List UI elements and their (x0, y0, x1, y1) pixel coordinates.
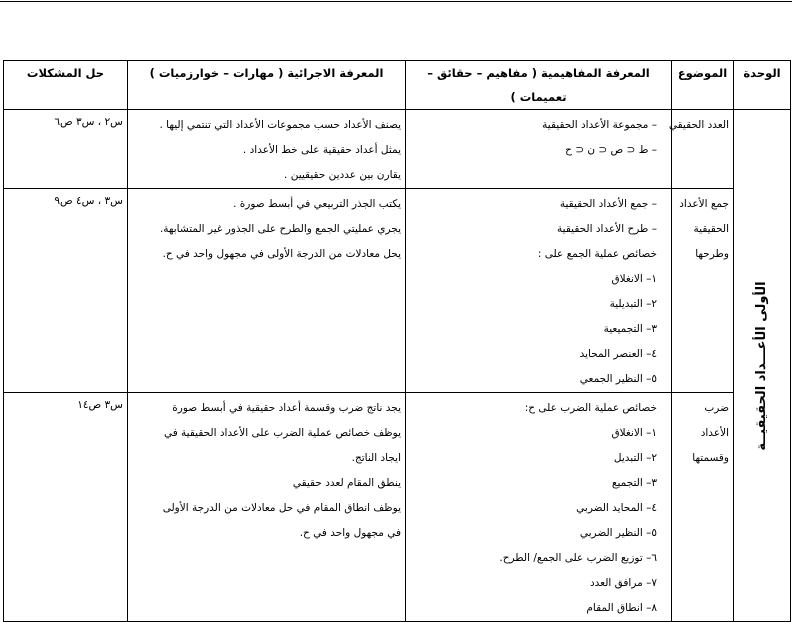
header-topic: الموضوع (672, 61, 734, 110)
procedure-line: يوظف خصائص عملية الضرب على الأعداد الحقيقية في (163, 427, 401, 439)
topic-line: ضرب (704, 402, 729, 414)
problems-text: س٣ ، س٤ ص٩ (54, 195, 123, 207)
concept-line: ٢– التبديل (613, 452, 657, 464)
concept-line: ٨– انطاق المقام (586, 602, 657, 614)
procedure-line: يمثل أعداد حقيقية على خط الأعداد . (242, 144, 401, 156)
procedure-line: يقارن بين عددين حقيقيين . (284, 169, 401, 181)
procedure-line: يوظف انطاق المقام في حل معادلات من الدرجة الأولى (162, 502, 401, 514)
concept-line: ٤– المحايد الضربي (576, 502, 657, 514)
problems-text: س٣ ص١٤ (77, 399, 123, 411)
problems-cell (4, 110, 128, 189)
topic-cell (672, 189, 734, 393)
procedure-line: يجري عمليتي الجمع والطرح على الجذور غير المتشابهة. (159, 223, 401, 235)
concept-line: ٣– التجميع (611, 477, 657, 489)
topic-line: جمع الأعداد (679, 198, 729, 210)
concept-line: ٥– النظير الضربي (579, 527, 657, 539)
table-row (4, 189, 791, 393)
unit-cell (734, 110, 791, 622)
conceptual-cell (406, 189, 672, 393)
concept-line: ١– الانغلاق (611, 273, 657, 285)
unit-name: الأولى الأعـــداد الحقيقيــة (754, 280, 769, 451)
procedure-line: في مجهول واحد في ح. (299, 527, 401, 539)
procedure-line: يصنف الأعداد حسب مجموعات الأعداد التي تنتمي إليها . (159, 119, 401, 131)
table-row (4, 393, 791, 622)
concept-line: – مجموعة الأعداد الحقيقية (542, 119, 657, 131)
problems-cell (4, 189, 128, 393)
header-procedural: المعرفة الاجرائية ( مهارات – خوارزميات ) (128, 61, 406, 110)
concept-line: ٧– مرافق العدد (589, 577, 657, 589)
header-problems: حل المشكلات (4, 61, 128, 110)
conceptual-cell (406, 110, 672, 189)
concept-line: – ط ⊂ ص ⊂ ن ⊂ ح (565, 144, 657, 156)
topic-line: العدد الحقيقي (668, 119, 729, 131)
header-unit: الوحدة (734, 61, 791, 110)
concept-line: ٦– توزيع الضرب على الجمع/ الطرح. (499, 552, 657, 564)
topic-cell (668, 110, 734, 189)
procedural-cell (128, 393, 406, 622)
procedure-line: ينطق المقام لعدد حقيقي (292, 477, 401, 489)
header-row (4, 61, 791, 110)
concept-line: ١– الانغلاق (611, 427, 657, 439)
topic-line: وطرحها (695, 248, 729, 260)
topic-line: وقسمتها (692, 452, 729, 464)
problems-text: س٢ ، س٣ ص٦ (54, 116, 123, 128)
concept-line: ٥– النظير الجمعي (579, 373, 657, 385)
topic-cell (672, 393, 734, 622)
table-row (4, 110, 791, 189)
procedure-line: يحل معادلات من الدرجة الأولى في مجهول واحد في ح. (162, 248, 401, 260)
curriculum-table (3, 60, 791, 622)
concept-line: – جمع الأعداد الحقيقية (559, 198, 657, 210)
conceptual-cell (406, 393, 672, 622)
procedure-line: يجد ناتج ضرب وقسمة أعداد حقيقية في أبسط صورة (172, 402, 401, 414)
procedural-cell (128, 110, 406, 189)
concept-line: ٣– التجميعية (603, 323, 657, 335)
topic-line: الحقيقية (693, 223, 729, 235)
concept-line: خصائص عملية الجمع على : (537, 248, 657, 260)
concept-line: خصائص عملية الضرب على ح: (524, 402, 657, 414)
procedure-line: يكتب الجذر التربيعي في أبسط صورة . (233, 198, 401, 210)
concept-line: ٤– العنصر المحايد (579, 348, 657, 360)
procedural-cell (128, 189, 406, 393)
concept-line: ٢– التبديلية (609, 298, 657, 310)
concept-line: – طرح الأعداد الحقيقية (557, 223, 657, 235)
header-conceptual: المعرفة المفاهيمية ( مفاهيم – حقائق – تعميمات ) (406, 61, 672, 110)
topic-line: الأعداد (700, 427, 729, 439)
problems-cell (4, 393, 128, 622)
procedure-line: ايجاد الناتج. (351, 452, 401, 464)
page-top-rule (0, 1, 792, 2)
